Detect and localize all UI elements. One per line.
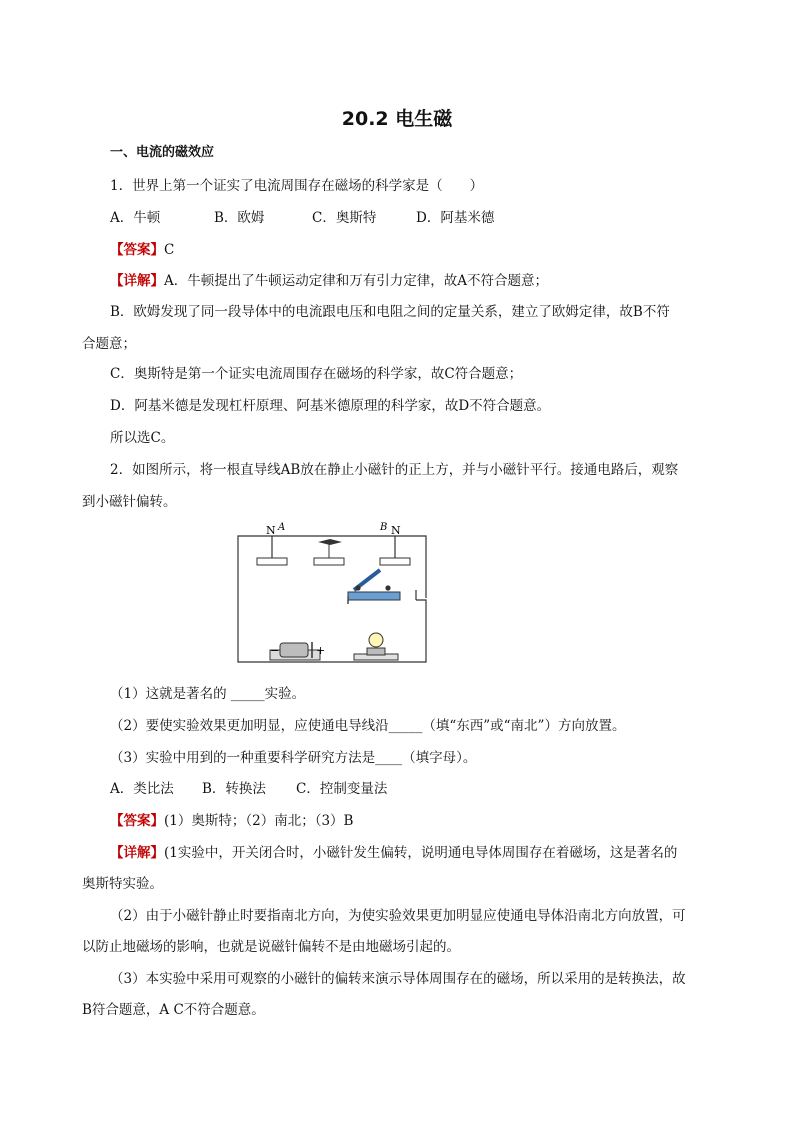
q2-sub-2: （2）要使实验效果更加明显，应使通电导线沿_____（填“东西”或“南北”）方向放置。	[110, 718, 626, 734]
switch-terminal	[385, 585, 390, 590]
circuit-figure	[230, 518, 430, 670]
q1-detail-line: B．欧姆发现了同一段导体中的电流跟电压和电阻之间的定量关系，建立了欧姆定律，故B不符	[110, 304, 670, 320]
detail-text: A．牛顿提出了牛顿运动定律和万有引力定律，故A不符合题意；	[164, 273, 548, 289]
q1-detail-line: D．阿基米德是发现杠杆原理、阿基米德原理的科学家，故D不符合题意。	[110, 398, 551, 414]
q2-detail-line	[110, 843, 677, 863]
detail-label: 【详解】	[110, 845, 164, 861]
detail-label: 【详解】	[110, 273, 164, 289]
q2-sub-3: （3）实验中用到的一种重要科学研究方法是____（填字母）。	[110, 750, 477, 766]
label-b: B	[380, 522, 388, 533]
section-heading: 一、电流的磁效应	[110, 145, 215, 160]
q1-detail-line: C．奥斯特是第一个证实电流周围存在磁场的科学家，故C符合题意；	[110, 366, 523, 382]
answer-value: C	[164, 242, 175, 258]
label-minus: −	[270, 644, 280, 657]
q1-detail-line: 合题意；	[82, 336, 136, 352]
switch-terminal	[355, 585, 360, 590]
battery-icon	[280, 643, 308, 657]
label-n-left: N	[266, 524, 276, 537]
page-title: 20.2 电生磁	[341, 108, 453, 130]
q1-stem: 1．世界上第一个证实了电流周围存在磁场的科学家是（ ）	[110, 178, 484, 194]
q1-detail-line	[110, 271, 548, 291]
detail-text: (1实验中，开关闭合时，小磁针发生偏转，说明通电导体周围存在着磁场，这是著名的	[164, 845, 678, 861]
stand-base	[380, 558, 410, 565]
label-plus: +	[316, 644, 326, 657]
compass-base	[314, 558, 344, 565]
circuit-wire	[395, 536, 426, 598]
bulb-icon	[369, 633, 383, 647]
q2-answer	[110, 811, 353, 831]
q1-option-b: B．欧姆	[214, 210, 265, 226]
answer-value: (1）奥斯特；（2）南北；（3）B	[164, 813, 354, 829]
q2-detail-line: （3）本实验中采用可观察的小磁针的偏转来演示导体周围存在的磁场，所以采用的是转换法，故	[110, 971, 686, 987]
q2-stem-cont: 到小磁针偏转。	[82, 494, 177, 510]
stand-base	[257, 558, 287, 565]
q2-option-b: B．转换法	[202, 781, 266, 797]
compass-needle-icon	[318, 539, 342, 545]
lamp-socket	[367, 648, 385, 655]
switch-base	[348, 592, 400, 600]
q2-stem: 2．如图所示，将一根直导线AB放在静止小磁针的正上方，并与小磁针平行。接通电路后，观察	[110, 462, 679, 478]
q2-detail-line: B符合题意，A C不符合题意。	[82, 1002, 265, 1018]
q1-options	[110, 208, 494, 228]
q2-option-a: A．类比法	[110, 781, 174, 797]
label-n-right: N	[391, 524, 401, 537]
q2-option-c: C．控制变量法	[296, 781, 388, 797]
q2-detail-line: （2）由于小磁针静止时要指南北方向，为使实验效果更加明显应使通电导体沿南北方向放置，可	[110, 908, 686, 924]
answer-label: 【答案】	[110, 242, 164, 258]
q2-options	[110, 779, 387, 799]
q2-detail-line: 以防止地磁场的影响，也就是说磁针偏转不是由地磁场引起的。	[82, 939, 460, 955]
q1-answer	[110, 240, 174, 260]
q1-detail-line: 所以选C。	[110, 430, 175, 446]
answer-label: 【答案】	[110, 813, 164, 829]
q1-option-a: A．牛顿	[110, 210, 161, 226]
label-a: A	[278, 522, 286, 533]
q1-option-c: C．奥斯特	[312, 210, 377, 226]
q2-detail-line: 奥斯特实验。	[82, 876, 163, 892]
q2-sub-1: （1）这就是著名的 _____实验。	[110, 686, 306, 702]
q1-option-d: D．阿基米德	[416, 210, 495, 226]
